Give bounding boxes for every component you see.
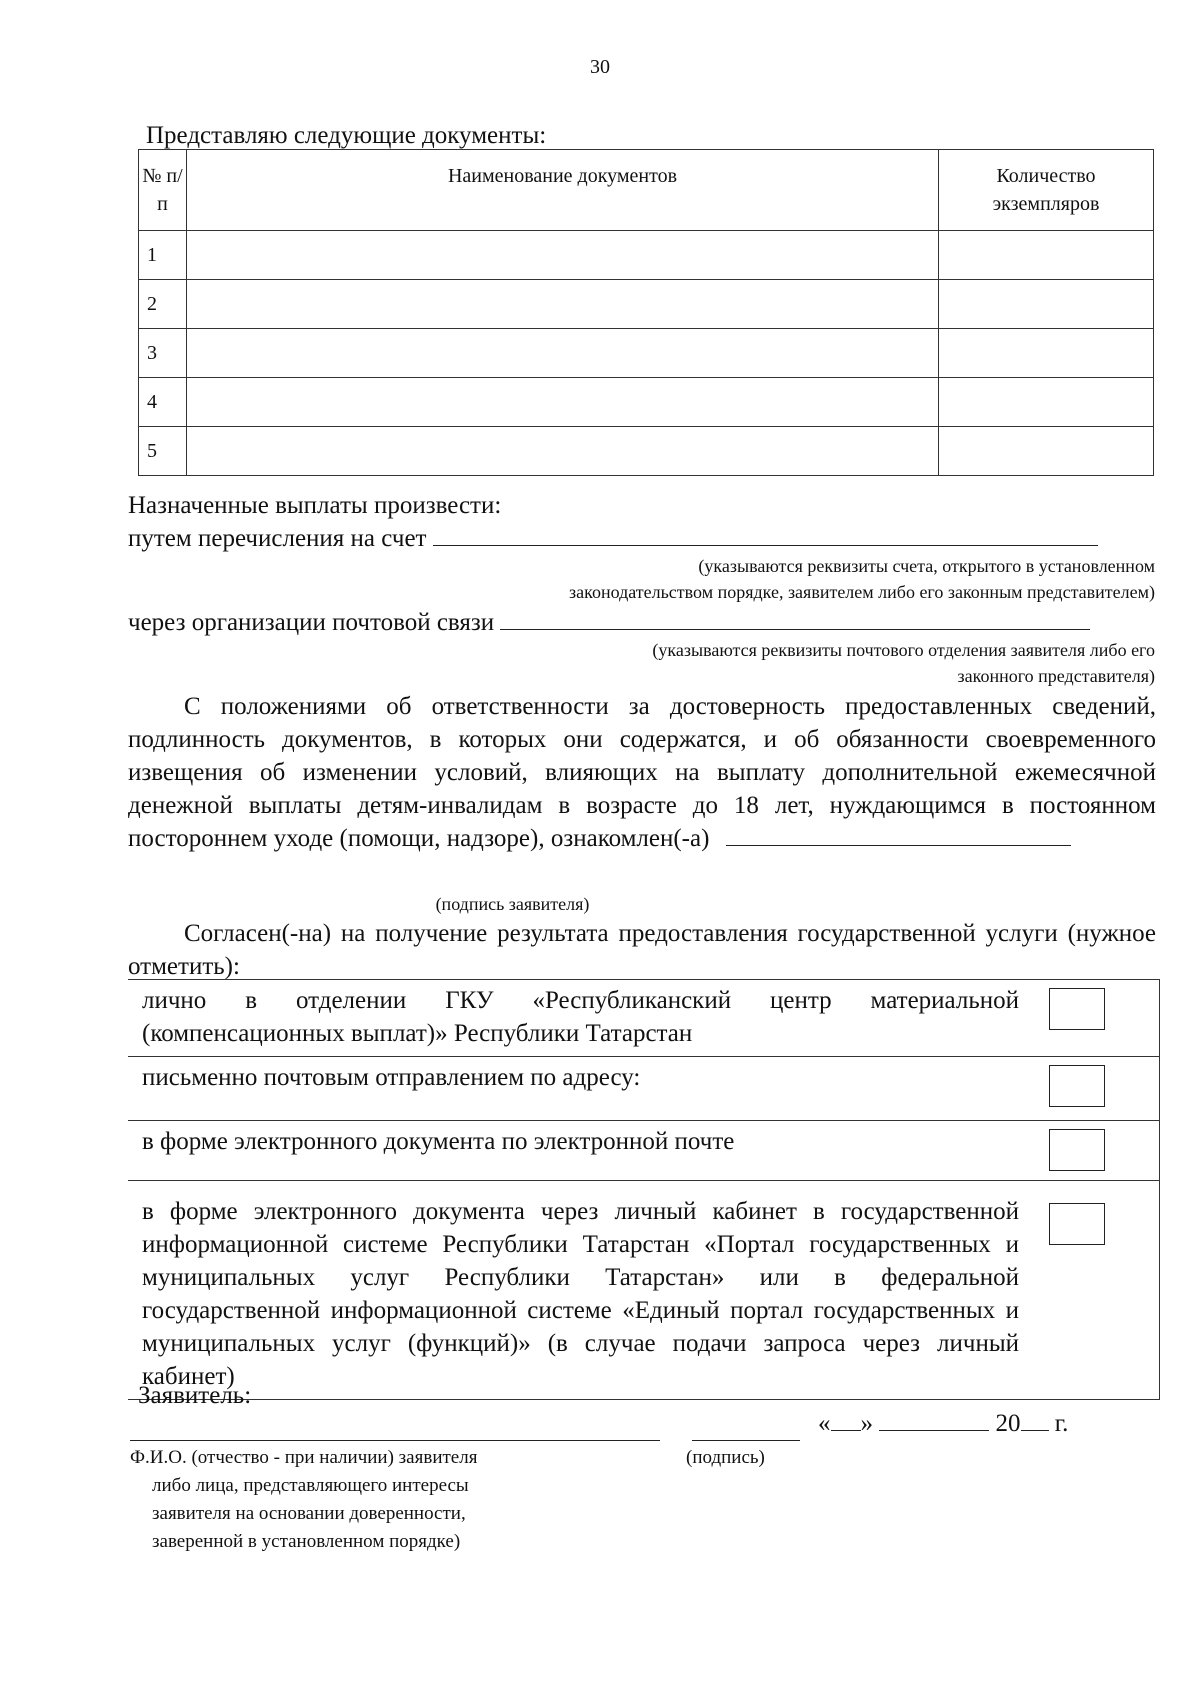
date-month-field[interactable] xyxy=(879,1412,989,1431)
date-day-field[interactable] xyxy=(831,1412,861,1431)
acknowledgement-signature-note: (подпись заявителя) xyxy=(435,894,590,914)
fio-note-4: заверенной в установленном порядке) xyxy=(152,1531,461,1552)
column-number: № п/п xyxy=(139,150,187,231)
copies-cell[interactable] xyxy=(939,280,1154,329)
page-number: 30 xyxy=(590,56,610,78)
account-label: путем перечисления на счет xyxy=(128,525,427,552)
account-note-2: законодательством порядке, заявителем либо его законным представителем) xyxy=(569,582,1155,602)
table-row xyxy=(139,231,1154,280)
fio-note-3: заявителя на основании доверенности, xyxy=(152,1503,466,1524)
copies-cell[interactable] xyxy=(939,329,1154,378)
post-row xyxy=(128,609,1158,637)
acknowledgement-text: С положениями об ответственности за достоверность предоставленных сведений, подлинность документов, в которых они содержатся, и об обязанности своевременного извещения об изменении условий, влияющих на выплату дополнительной ежемесячной денежной выплаты детям-инвалидам в возрасте до 18 лет, нуждающимся в постоянном постороннем уходе (помощи, надзоре), ознакомлен(-а) xyxy=(128,693,1156,852)
row-number: 3 xyxy=(139,329,187,378)
option-in-person-label: лично в отделении ГКУ «Республиканский центр материальной (компенсационных выплат)» Республики Татарстан xyxy=(128,980,1025,1057)
option-post-checkbox[interactable] xyxy=(1049,1065,1105,1107)
document-name-cell[interactable] xyxy=(187,329,939,378)
account-note-1: (указываются реквизиты счета, открытого в установленном xyxy=(698,556,1155,576)
fio-line[interactable] xyxy=(130,1440,660,1441)
copies-cell[interactable] xyxy=(939,231,1154,280)
signature-note: (подпись) xyxy=(686,1447,765,1468)
document-name-cell[interactable] xyxy=(187,427,939,476)
row-number: 5 xyxy=(139,427,187,476)
table-row xyxy=(139,329,1154,378)
post-field[interactable] xyxy=(500,609,1090,630)
date-year-prefix: 20 xyxy=(995,1410,1021,1437)
option-email-label: в форме электронного документа по электронной почте xyxy=(128,1121,1025,1181)
option-row xyxy=(128,980,1160,1057)
post-label: через организации почтовой связи xyxy=(128,609,495,636)
payments-heading: Назначенные выплаты произвести: xyxy=(128,492,502,519)
date-year-field[interactable] xyxy=(1021,1412,1049,1431)
consent-paragraph xyxy=(128,917,1156,983)
option-row xyxy=(128,1121,1160,1181)
fio-note-2: либо лица, представляющего интересы xyxy=(152,1475,469,1496)
signature-line[interactable] xyxy=(692,1440,800,1441)
date-row xyxy=(818,1410,1068,1438)
account-row xyxy=(128,525,1158,553)
option-email-checkbox[interactable] xyxy=(1049,1129,1105,1171)
date-open-quote: « xyxy=(818,1410,831,1437)
fio-note-1: Ф.И.О. (отчество - при наличии) заявителя xyxy=(130,1447,478,1468)
column-document-name: Наименование документов xyxy=(187,150,939,231)
documents-heading: Представляю следующие документы: xyxy=(146,122,547,149)
column-copies: Количество экземпляров xyxy=(939,150,1154,231)
row-number: 2 xyxy=(139,280,187,329)
post-note-2: законного представителя) xyxy=(957,666,1155,686)
table-row xyxy=(139,427,1154,476)
option-portal-label: в форме электронного документа через личный кабинет в государственной информационной системе Республики Татарстан «Портал государственных и муниципальных услуг Республики Татарстан» или в федеральной государственной информационной системе «Единый портал государственных и муниципальных услуг (функций)» (в случае подачи запроса через личный кабинет) xyxy=(128,1181,1025,1400)
option-row xyxy=(128,1057,1160,1121)
option-in-person-checkbox[interactable] xyxy=(1049,988,1105,1030)
document-name-cell[interactable] xyxy=(187,378,939,427)
date-close-quote: » xyxy=(860,1410,873,1437)
option-portal-checkbox[interactable] xyxy=(1049,1203,1105,1245)
option-post-label: письменно почтовым отправлением по адресу: xyxy=(128,1057,1025,1121)
copies-cell[interactable] xyxy=(939,427,1154,476)
table-row xyxy=(139,280,1154,329)
table-row xyxy=(139,378,1154,427)
documents-table xyxy=(138,149,1154,476)
consent-text: Согласен(-на) на получение результата предоставления государственной услуги (нужное отметить): xyxy=(128,920,1156,980)
acknowledgement-signature-field[interactable] xyxy=(726,825,1071,846)
document-name-cell[interactable] xyxy=(187,280,939,329)
date-year-suffix: г. xyxy=(1054,1410,1069,1437)
acknowledgement-paragraph xyxy=(128,690,1156,855)
copies-cell[interactable] xyxy=(939,378,1154,427)
row-number: 4 xyxy=(139,378,187,427)
post-note-1: (указываются реквизиты почтового отделения заявителя либо его xyxy=(652,640,1155,660)
documents-table-header xyxy=(139,150,1154,231)
option-row xyxy=(128,1181,1160,1400)
row-number: 1 xyxy=(139,231,187,280)
account-field[interactable] xyxy=(433,525,1098,546)
applicant-label: Заявитель: xyxy=(138,1382,252,1409)
delivery-options-table xyxy=(128,979,1160,1400)
document-name-cell[interactable] xyxy=(187,231,939,280)
